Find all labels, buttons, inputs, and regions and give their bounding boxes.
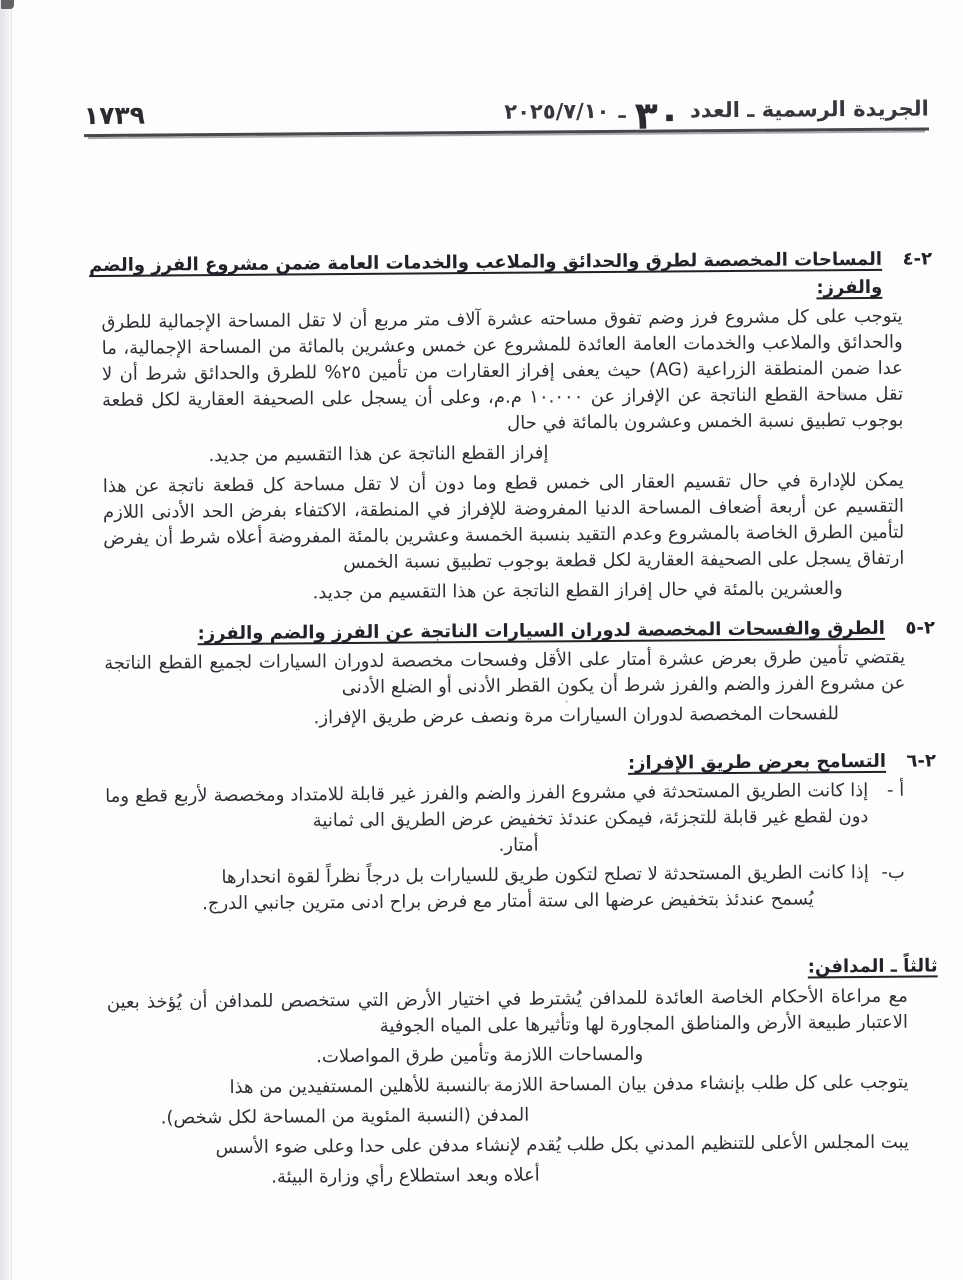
paragraph-last-line: والمساحات اللازمة وتأمين طرق المواصلات. [316, 1043, 644, 1068]
part-three-heading: ثالثاً ـ المدافن: [807, 955, 938, 978]
section-2-5-number: ٢-٥ [905, 617, 936, 639]
list-item-a [105, 778, 907, 862]
paragraph-last-line: للفسحات المخصصة لدوران السيارات مرة ونصف عرض طريق الإفراز. [313, 703, 840, 729]
section-2-4-heading-line1: المساحات المخصصة لطرق والحدائق والملاعب والخدمات العامة ضمن مشروع الفرز والضم [89, 248, 883, 277]
issue-date: ٢٠٢٥/٧/١٠ [504, 98, 610, 124]
section-2-6-heading-line: التسامح بعرض طريق الإفراز: [627, 750, 887, 774]
paragraph: مع مراعاة الأحكام الخاصة العائدة للمدافن يُشترط في اختيار الأرض التي ستخصص للمدافن أن يُؤخذ بعين الاعتبار طبيعة الأرض والمناطق المجاورة لها وتأثيرها على المياه الجوفية [106, 985, 909, 1037]
paragraph: يتوجب على كل طلب بإنشاء مدفن بيان المساحة اللازمة بالنسبة للأهلين المستفيدين من هذا [229, 1071, 909, 1098]
paragraph: يتوجب على كل مشروع فرز وضم تفوق مساحته عشرة آلاف متر مربع أن لا تقل المساحة الإجمالية للطرق والحدائق والملاعب والخدمات العامة العائدة للمشروع عن خمس وعشرين بالمائة من المساحة الإجمالية، ما عدا ضمن المنطقة الزراعية (AG) حيث يعفى إفراز العقارات من تأمين ٢٥% للطرق والحدائق شرط أن لا تقل مساحة القطع الناتجة عن الإفراز عن ١٠.٠٠٠ م.م، وعلى أن يسجل على الصحيفة العقارية لكل قطعة بوجوب تطبيق نسبة الخمس وعشرون بالمائة في حال [101, 305, 904, 434]
list-item-b-text: إذا كانت الطريق المستحدثة لا تصلح لتكون طريق للسيارات بل درجاً نظراً لقوة انحدارها [221, 861, 869, 889]
list-item-b-last-line: يُسمح عندئذ بتخفيض عرضها الى ستة أمتار مع فرض براح ادنى مترين جانبي الدرج. [201, 888, 814, 915]
paragraph: يقتضي تأمين طرق بعرض عشرة أمتار على الأقل وفسحات مخصصة لدوران السيارات لجميع القطع الناتجة عن مشروع الفرز والضم والفرز شرط أن يكون القطر الأدنى أو الضلع الأدنى [104, 646, 906, 699]
list-item-a-last-line: أمتار. [498, 834, 539, 856]
section-2-4-heading [89, 246, 933, 307]
paragraph: يبت المجلس الأعلى للتنظيم المدني بكل طلب يُقدم لإنشاء مدفن على حدا وعلى ضوء الأسس [215, 1131, 910, 1159]
paragraph-last-line: إفراز القطع الناتجة عن هذا التقسيم من جديد. [208, 442, 549, 467]
section-2-6-number: ٢-٦ [906, 750, 937, 772]
section-2-6-heading [105, 748, 936, 781]
page-header [83, 93, 929, 138]
list-item-a-label: أ - [886, 779, 905, 801]
gazette-title: الجريدة الرسمية ـ العدد [689, 96, 929, 123]
issue-number: ٣٠ [634, 93, 682, 138]
paragraph-last-line: أعلاه وبعد استطلاع رأي وزارة البيئة. [271, 1164, 540, 1188]
list-item-a-text: إذا كانت الطريق المستحدثة في مشروع الفرز والضم والفرز غير قابلة للامتداد ومخصصة لأربع قطع وما دون لقطع غير قابلة للتجزئة، فيمكن عندئذ تخفيض عرض الطريق الى ثمانية [105, 779, 869, 832]
section-2-4 [89, 246, 935, 608]
header-separator: ـ [618, 98, 626, 123]
gazette-header-line [504, 93, 929, 138]
section-2-4-heading-line2: والفرز: [816, 276, 883, 299]
paragraph-last-line: والعشرين بالمئة في حال إفراز القطع الناتجة عن هذا التقسيم من جديد. [312, 578, 843, 604]
page-number: ١٧٣٩ [83, 100, 146, 131]
section-2-5 [104, 615, 936, 733]
list-item-b-label: ب- [881, 861, 905, 883]
list-item-b [106, 860, 907, 918]
paragraph: يمكن للإدارة في حال تقسيم العقار الى خمس قطع وما دون أن لا تقل مساحة كل قطعة ناتجة عن هذا التقسيم عن أربعة أضعاف المساحة الدنيا المفروضة للإفراز في المنطقة، الاكتفاء بفرض الحد الأدنى اللازم لتأمين الطرق الخاصة بالمشروع وعدم التقيد بنسبة الخمسة وعشرين بالمئة المفروضة أعلاه شرط أن يفرض ارتفاق يسجل على الصحيفة العقارية لكل قطعة بوجوب تطبيق نسبة الخمس [102, 469, 905, 574]
paragraph-last-line: المدفن (النسبة المئوية من المساحة لكل شخص). [160, 1104, 530, 1129]
section-2-5-heading-line: الطرق والفسحات المخصصة لدوران السيارات الناتجة عن الفرز والضم والفرز: [197, 617, 886, 645]
section-2-5-heading [104, 615, 935, 648]
section-2-4-number: ٢-٤ [902, 248, 933, 270]
part-three-cemeteries [107, 953, 940, 1192]
section-2-6 [105, 748, 937, 918]
page-content [89, 246, 939, 1203]
